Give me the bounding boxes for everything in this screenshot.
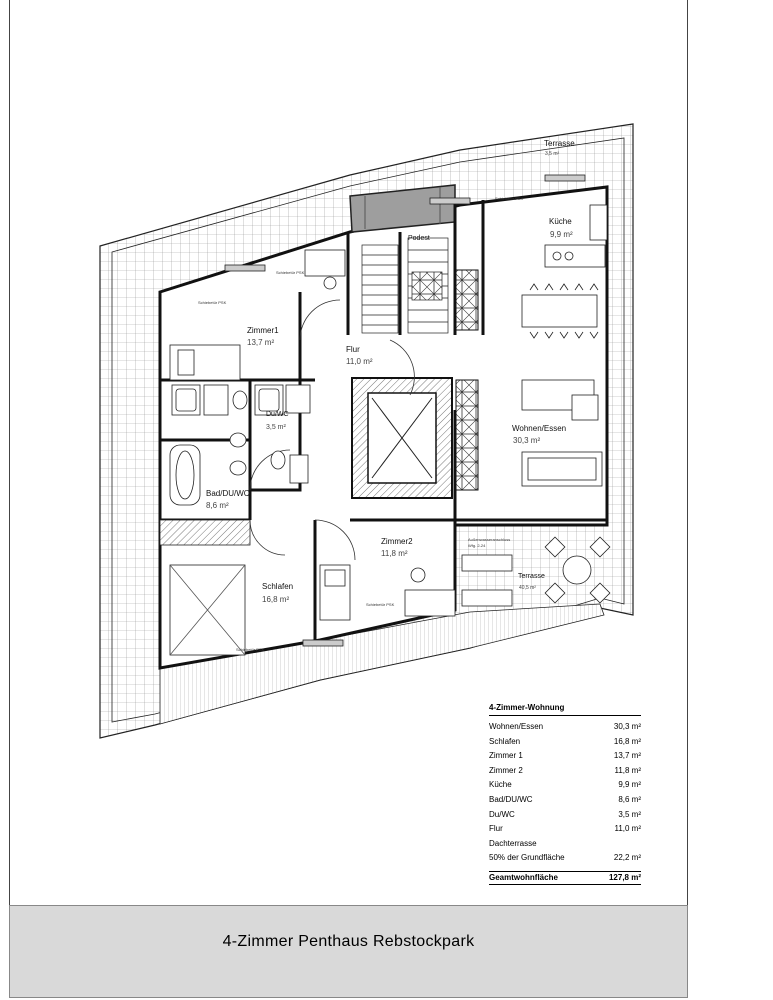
area-row-name: Bad/DU/WC: [489, 794, 533, 804]
area-row: [489, 824, 641, 839]
area-row-value: 22,2 m²: [613, 853, 641, 863]
room-label-flur: Flur: [346, 345, 360, 354]
room-area-flur: 11,0 m²: [346, 357, 373, 366]
area-row: [489, 737, 641, 752]
area-row-value: 16,8 m²: [613, 736, 641, 746]
room-label-bad: Bad/DU/WC: [206, 489, 250, 498]
room-area-kueche: 9,9 m²: [550, 230, 573, 239]
area-row-value: 30,3 m²: [613, 722, 641, 731]
area-total-value: 127,8 m²: [608, 872, 641, 882]
area-row: [489, 795, 641, 810]
area-row-name: Zimmer 1: [489, 751, 523, 761]
area-row-name: Schlafen: [489, 736, 521, 746]
area-row: [489, 751, 641, 766]
room-area-bad: 8,6 m²: [206, 501, 229, 510]
area-row: [489, 853, 641, 868]
room-label-schlafen: Schlafen: [262, 582, 294, 591]
room-label-zimmer1: Zimmer1: [247, 326, 279, 335]
note-psk-2: Schiebetür PSK: [276, 270, 305, 275]
footer-band: [9, 905, 688, 998]
area-row: [489, 766, 641, 781]
room-area-zimmer2: 11,8 m²: [381, 549, 408, 558]
room-label-zimmer2: Zimmer2: [381, 537, 413, 546]
area-row-name: Küche: [489, 780, 512, 790]
area-row-value: 8,6 m²: [618, 794, 641, 804]
note-psk-5: Schiebetür PSK: [236, 647, 265, 652]
area-row: [489, 780, 641, 795]
area-total-name: Geamtwohnfläche: [489, 872, 558, 882]
room-label-kueche: Küche: [549, 217, 572, 226]
room-label-duwc: Du/WC: [266, 411, 289, 418]
note-aussenwasser: Außenwasseranschluss: [468, 537, 511, 542]
note-psk-3: Schiebetür PSK: [495, 196, 524, 201]
area-row-name: Du/WC: [489, 809, 515, 819]
area-table-title: 4-Zimmer-Wohnung: [489, 703, 641, 716]
area-row-value: 3,5 m²: [618, 809, 641, 819]
room-label-terrasse-right: Terrasse: [518, 573, 545, 580]
area-row-value: 11,8 m²: [614, 765, 641, 775]
area-row-name: 50% der Grundfläche: [489, 853, 565, 863]
page-title: 4-Zimmer Penthaus Rebstockpark: [222, 933, 475, 950]
area-row-value: 13,7 m²: [613, 751, 641, 761]
area-row-name: Dachterrasse: [489, 838, 537, 848]
area-total-row: [489, 871, 641, 885]
area-row-value: 11,0 m²: [614, 824, 641, 834]
area-row-name: Zimmer 2: [489, 765, 523, 775]
note-psk-4: Schiebetür PSK: [366, 602, 395, 607]
room-area-schlafen: 16,8 m²: [262, 595, 290, 604]
room-area-duwc: 3,5 m²: [266, 424, 286, 431]
area-row-name: Wohnen/Essen: [489, 722, 544, 731]
room-area-terrasse-top: 3,5 m²: [545, 151, 560, 157]
area-row: [489, 810, 641, 825]
room-area-zimmer1: 13,7 m²: [247, 338, 275, 347]
area-row-value: 9,9 m²: [618, 780, 641, 790]
room-label-podest: Podest: [408, 235, 430, 242]
note-wfl: Wfg. 2-24: [468, 543, 486, 548]
note-psk-1: Schiebetür PSK: [198, 300, 227, 305]
room-area-wohnen: 30,3 m²: [513, 436, 541, 445]
area-table: [489, 703, 641, 885]
area-row: [489, 722, 641, 737]
room-label-wohnen: Wohnen/Essen: [512, 424, 567, 433]
room-label-terrasse-top: Terrasse: [544, 139, 575, 148]
area-row-name: Flur: [489, 824, 503, 834]
area-row: [489, 839, 641, 854]
room-area-terrasse-right: 40,5 m²: [519, 585, 536, 591]
